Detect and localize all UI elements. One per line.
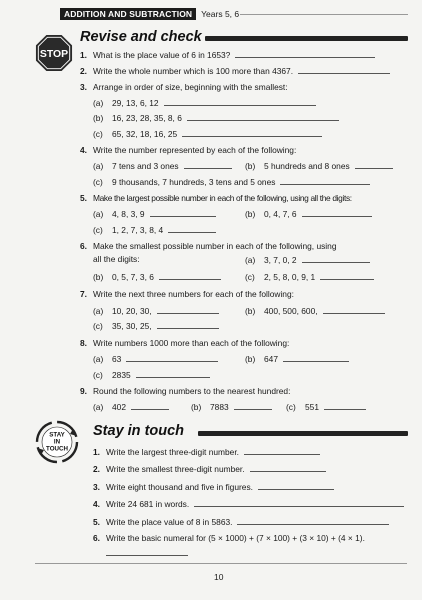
question-text: Write the number represented by each of the following: [93,145,297,155]
question-text: Write numbers 1000 more than each of the following: [93,338,290,348]
answer-blank[interactable] [234,401,272,410]
question-text: Write the next three numbers for each of the following: [93,289,294,299]
question-5a: (a) 4, 8, 3, 9 [93,208,216,220]
question-4b: (b) 5 hundreds and 8 ones [245,160,393,172]
answer-blank[interactable] [280,176,370,185]
stop-sign-icon [35,34,73,72]
question-number: 8. [80,338,87,348]
touch-question-6: 6. Write the basic numeral for (5 × 1000) + (7 × 100) + (3 × 10) + (4 × 1). [93,533,365,543]
section-title-stay: Stay in touch [93,423,185,439]
answer-blank[interactable] [157,320,219,329]
question-8b: (b) 647 [245,353,349,365]
touch-question-3: 3. Write eight thousand and five in figures. [93,481,334,493]
stay-icon-text-2: IN [53,438,61,446]
header-topic-tag: ADDITION AND SUBTRACTION [60,8,196,20]
question-6 [80,241,336,252]
answer-blank[interactable] [237,516,389,525]
question-7a: (a) 10, 20, 30, [93,305,219,317]
answer-blank[interactable] [131,401,169,410]
question-8a: (a) 63 [93,353,218,365]
answer-blank[interactable] [283,353,349,362]
footer-divider [35,563,407,564]
answer-blank[interactable] [164,97,316,106]
answer-blank[interactable] [106,547,188,556]
question-8 [80,338,289,349]
answer-blank[interactable] [250,463,326,472]
answer-blank[interactable] [150,208,216,217]
answer-blank[interactable] [324,401,366,410]
section-title-revise: Revise and check [80,29,202,45]
answer-blank[interactable] [168,224,216,233]
touch-question-1: 1. Write the largest three-digit number. [93,446,320,458]
question-number: 1. [80,50,87,60]
answer-blank[interactable] [323,305,385,314]
question-7 [80,289,294,300]
header-divider [240,14,408,15]
touch-question-5: 5. Write the place value of 8 in 5863. [93,516,389,528]
answer-blank[interactable] [302,208,372,217]
question-number: 9. [80,386,87,396]
stay-in-touch-icon [35,420,79,464]
question-number: 2. [80,66,87,76]
answer-blank[interactable] [187,112,339,121]
answer-blank[interactable] [258,481,334,490]
question-number: 4. [80,145,87,155]
answer-blank[interactable] [244,446,320,455]
touch-question-6-answer [106,547,188,559]
question-number: 3. [80,82,87,92]
answer-blank[interactable] [320,271,374,280]
question-3c: (c) 65, 32, 18, 16, 25 [93,128,322,140]
question-4 [80,145,296,156]
question-text: Arrange in order of size, beginning with the smallest: [93,82,288,92]
question-4a: (a) 7 tens and 3 ones [93,160,232,172]
answer-blank[interactable] [298,65,390,74]
stay-icon-text-3: TOUCH [46,445,68,453]
question-5 [80,193,352,204]
question-6c: (c) 2, 5, 8, 0, 9, 1 [245,271,374,283]
question-5b: (b) 0, 4, 7, 6 [245,208,372,220]
answer-blank[interactable] [182,128,322,137]
question-6b: (b) 0, 5, 7, 3, 6 [93,271,221,283]
question-7b: (b) 400, 500, 600, [245,305,385,317]
question-6a: (a) 3, 7, 0, 2 [245,254,370,266]
question-2 [80,65,390,77]
question-text: What is the place value of 6 in 1653? [93,50,231,60]
question-number: 5. [80,193,87,203]
page-number: 10 [214,572,224,582]
question-text: Round the following numbers to the nearest hundred: [93,386,291,396]
section-rule-stay [198,431,408,436]
question-4c: (c) 9 thousands, 7 hundreds, 3 tens and 5 ones [93,176,370,188]
touch-question-2: 2. Write the smallest three-digit number. [93,463,326,475]
question-text: Make the largest possible number in each of the following, using all the digits: [93,193,352,203]
question-9c: (c) 551 [286,401,366,413]
answer-blank[interactable] [184,160,232,169]
answer-blank[interactable] [136,369,210,378]
question-3 [80,82,288,93]
question-text: Write the whole number which is 100 more than 4367. [93,66,294,76]
answer-blank[interactable] [194,498,404,507]
answer-blank[interactable] [302,254,370,263]
question-text-continued: all the digits: [93,254,140,264]
question-8c: (c) 2835 [93,369,210,381]
question-9a: (a) 402 [93,401,169,413]
answer-blank[interactable] [235,49,375,58]
answer-blank[interactable] [157,305,219,314]
question-3a: (a) 29, 13, 6, 12 [93,97,316,109]
question-9b: (b) 7883 [191,401,272,413]
page-header [60,8,239,20]
question-6-cont [93,254,140,265]
question-1 [80,49,375,61]
question-9 [80,386,290,397]
section-rule-revise [205,36,408,41]
question-text: Make the smallest possible number in each of the following, using [93,241,337,251]
answer-blank[interactable] [355,160,393,169]
header-years: Years 5, 6 [201,9,240,19]
question-number: 7. [80,289,87,299]
stop-sign-text: STOP [39,48,69,60]
stay-icon-text-1: STAY [49,431,65,439]
touch-question-4: 4. Write 24 681 in words. [93,498,404,510]
answer-blank[interactable] [126,353,218,362]
question-7c: (c) 35, 30, 25, [93,320,219,332]
answer-blank[interactable] [159,271,221,280]
question-5c: (c) 1, 2, 7, 3, 8, 4 [93,224,216,236]
question-3b: (b) 16, 23, 28, 35, 8, 6 [93,112,339,124]
question-number: 6. [80,241,87,251]
